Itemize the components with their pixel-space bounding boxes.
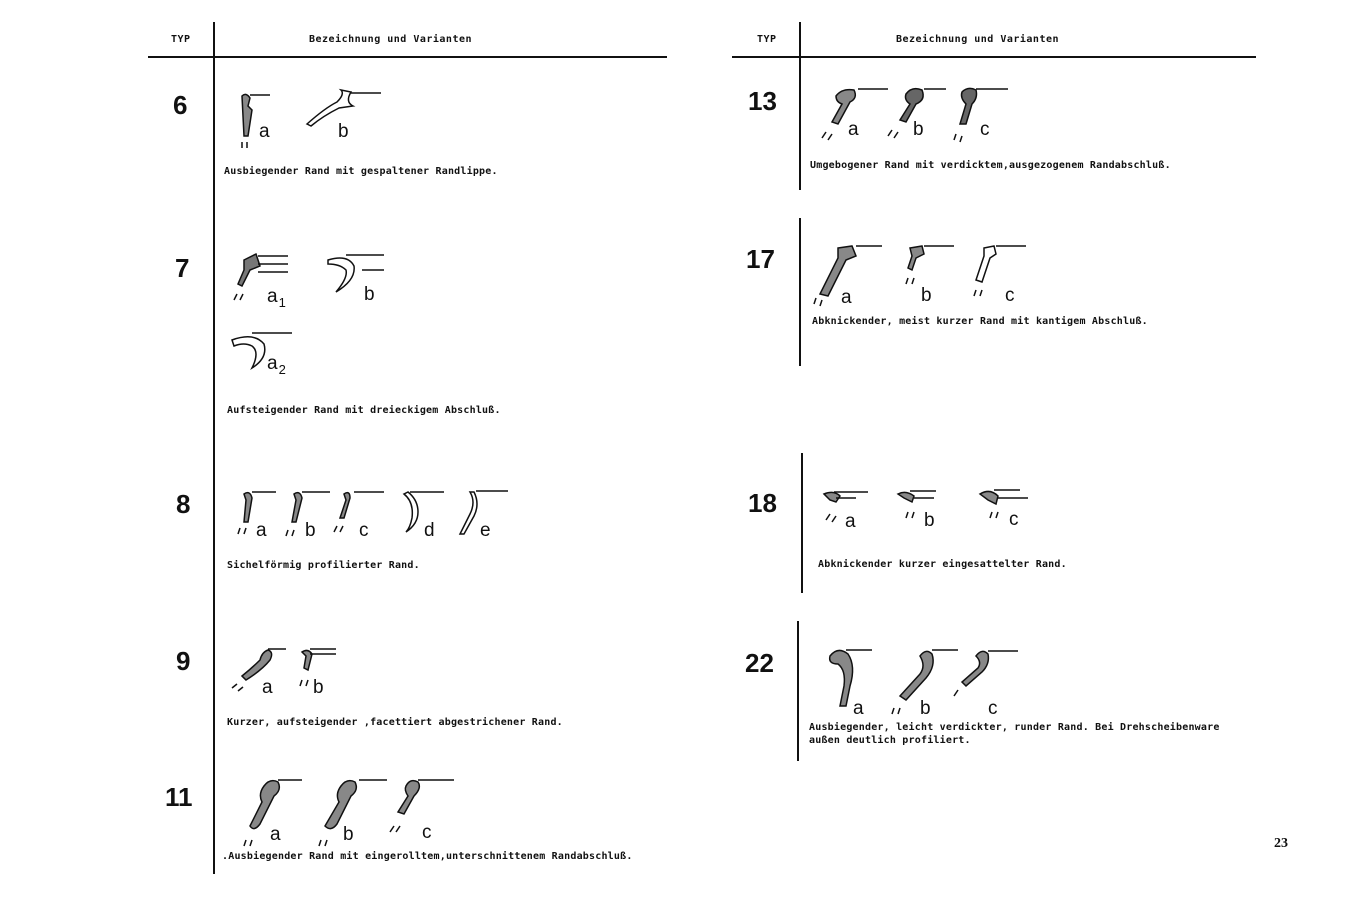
profile-7a2-icon [230,330,300,370]
label-9b: b [313,677,324,698]
label-18b: b [924,510,935,531]
right-column-rule-3 [801,453,803,593]
desc-13: Umgebogener Rand mit verdicktem,ausgezogenem Randabschluß. [810,160,1171,171]
right-header-typ: TYP [757,34,777,45]
desc-18: Abknickender kurzer eingesattelter Rand. [818,559,1067,570]
right-column-rule-2 [799,218,801,366]
profile-8d-icon [398,488,448,538]
profile-18b-icon [896,488,946,528]
label-11b: b [343,824,354,845]
label-22b: b [920,698,931,719]
desc-8: Sichelförmig profilierter Rand. [227,560,420,571]
type-number-13: 13 [748,86,777,116]
label-8d: d [424,520,435,541]
type-number-7: 7 [175,253,190,283]
profile-9a-icon [230,644,290,694]
label-8a: a [256,520,267,541]
type-number-11: 11 [165,782,193,812]
label-22a: a [853,698,864,719]
profile-17c-icon [968,242,1028,302]
type-number-9: 9 [176,646,191,676]
label-17a: a [841,287,852,308]
desc-9: Kurzer, aufsteigender ,facettiert abgestrichener Rand. [227,717,563,728]
label-9a: a [262,677,273,698]
label-6b: b [338,121,349,142]
desc-22-line2: außen deutlich profiliert. [809,735,971,746]
label-18c: c [1009,509,1019,530]
label-22c: c [988,698,998,719]
type-number-6: 6 [173,90,188,120]
left-header-typ: TYP [171,34,191,45]
desc-7: Aufsteigender Rand mit dreieckigem Abschluß. [227,405,501,416]
label-17c: c [1005,285,1015,306]
type-number-18: 18 [748,488,777,518]
right-column-rule-1 [799,22,801,190]
label-11c: c [422,822,432,843]
label-13c: c [980,119,990,140]
profile-22c-icon [952,646,1032,706]
right-header-rule [732,56,1256,58]
page-number: 23 [1274,836,1288,851]
label-13a: a [848,119,859,140]
label-8b: b [305,520,316,541]
desc-17: Abknickender, meist kurzer Rand mit kantigem Abschluß. [812,316,1148,327]
profile-11b-icon [315,776,395,846]
left-header-desc: Bezeichnung und Varianten [309,34,473,45]
left-column-rule [213,22,215,874]
desc-22-line1: Ausbiegender, leicht verdickter, runder Rand. Bei Drehscheibenware [809,722,1220,733]
right-column-rule-4 [797,621,799,761]
label-18a: a [845,511,856,532]
profile-18c-icon [976,486,1036,526]
label-7a1: $a_1$ [267,286,286,310]
label-6a: a [259,121,270,142]
type-number-8: 8 [176,489,191,519]
profile-8c-icon [332,488,382,538]
label-17b: b [921,285,932,306]
desc-11: .Ausbiegender Rand mit eingerolltem,unterschnittenem Randabschluß. [222,851,633,862]
label-8e: e [480,520,491,541]
label-7a2: $a_2$ [267,353,286,377]
label-13b: b [913,119,924,140]
type-number-17: 17 [746,244,775,274]
profile-7b-icon [326,252,396,302]
left-header-rule [148,56,667,58]
type-number-22: 22 [745,648,774,678]
label-11a: a [270,824,281,845]
right-header-desc: Bezeichnung und Varianten [896,34,1060,45]
desc-6: Ausbiegender Rand mit gespaltener Randlippe. [224,166,498,177]
label-8c: c [359,520,369,541]
label-7b: b [364,284,375,305]
